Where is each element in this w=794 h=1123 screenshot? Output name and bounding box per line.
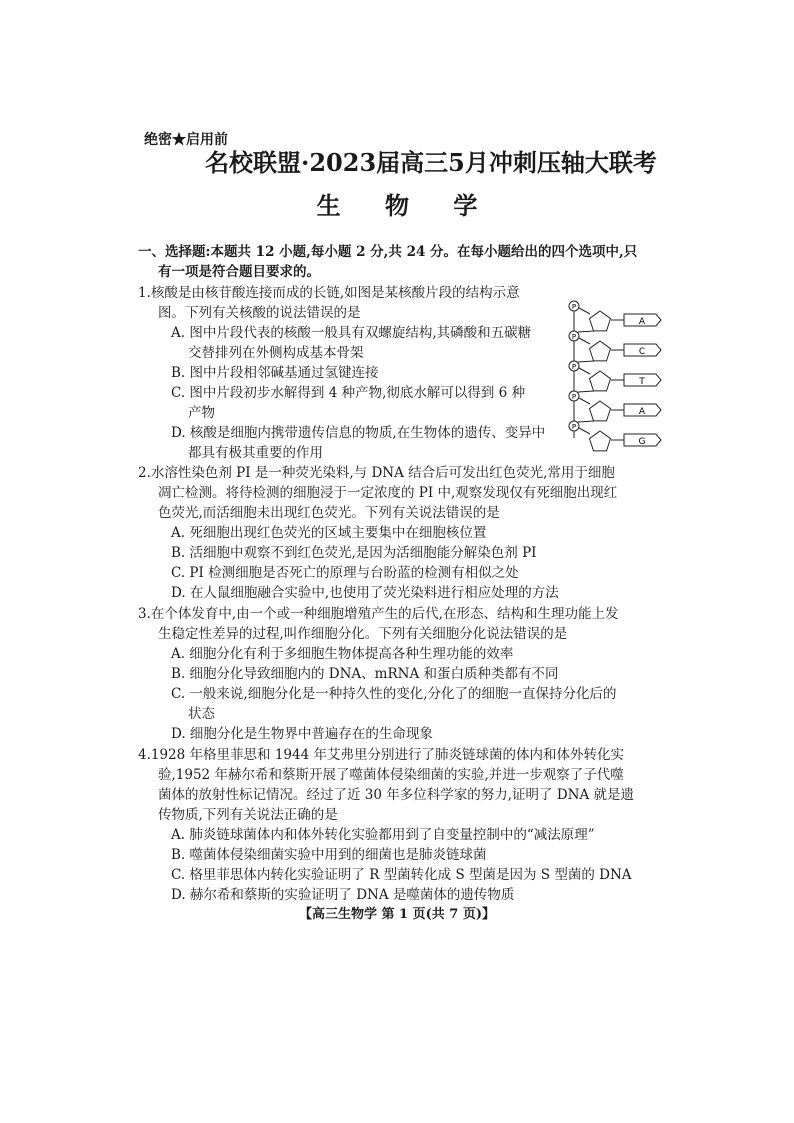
option-d: D. 赫尔希和蔡斯的实验证明了 DNA 是噬菌体的遗传物质 <box>171 887 515 903</box>
option-d: D. 核酸是细胞内携带遗传信息的物质,在生物体的遗传、变异中 <box>171 425 546 441</box>
option-b: B. 图中片段相邻碱基通过氢键连接 <box>171 365 379 381</box>
nucleotide <box>569 301 661 332</box>
phosphate-label: P <box>571 333 577 341</box>
sugar-pentagon <box>590 341 611 361</box>
exam-title: 名校联盟·2023届高三5月冲刺压轴大联考 <box>205 148 657 177</box>
option-c: C. 一般来说,细胞分化是一种持久性的变化,分化了的细胞一直保持分化后的 <box>171 686 617 702</box>
option-a: A. 细胞分化有利于多细胞生物体提高各种生理功能的效率 <box>171 646 514 662</box>
option-a: A. 肺炎链球菌体内和体外转化实验都用到了自变量控制中的“减法原理” <box>171 827 595 843</box>
option-b: B. 细胞分化导致细胞内的 DNA、mRNA 和蛋白质种类都有不同 <box>171 666 559 682</box>
confidential-label: 绝密★启用前 <box>144 132 228 148</box>
base-label: A <box>638 317 646 327</box>
question-stem: 验,1952 年赫尔希和蔡斯开展了噬菌体侵染细菌的实验,并进一步观察了子代噬 <box>158 767 624 783</box>
phosphate-label: P <box>571 303 577 311</box>
question-stem: 1.核酸是由核苷酸连接而成的长链,如图是某核酸片段的结构示意 <box>138 285 520 301</box>
phosphate-label: P <box>571 393 577 401</box>
section-heading-line: 有一项是符合题目要求的。 <box>158 264 320 280</box>
option-d: D. 在人鼠细胞融合实验中,也使用了荧光染料进行相应处理的方法 <box>171 585 559 601</box>
option-c-cont: 产物 <box>188 405 215 421</box>
sugar-pentagon <box>590 311 611 331</box>
option-a: A. 图中片段代表的核酸一般具有双螺旋结构,其磷酸和五碳糖 <box>171 325 532 341</box>
question-3 <box>138 604 678 744</box>
base-label: G <box>638 437 646 447</box>
phosphate-label: P <box>571 423 577 431</box>
question-2 <box>138 463 678 603</box>
option-c-cont: 状态 <box>188 706 215 722</box>
nucleotide <box>569 361 661 392</box>
phosphate-label: P <box>571 363 577 371</box>
question-stem: 传物质,下列有关说法正确的是 <box>158 807 338 823</box>
nucleotide <box>569 331 661 362</box>
sugar-pentagon <box>590 401 611 421</box>
option-c: C. 格里菲思体内转化实验证明了 R 型菌转化成 S 型菌是因为 S 型菌的 DNA <box>171 867 632 883</box>
page-footer: 【高三生物学 第 1 页(共 7 页)】 <box>298 907 496 922</box>
question-stem: 生稳定性差异的过程,叫作细胞分化。下列有关细胞分化说法错误的是 <box>158 626 568 642</box>
base-label: A <box>638 407 646 417</box>
sugar-pentagon <box>590 371 611 391</box>
question-stem: 凋亡检测。将待检测的细胞浸于一定浓度的 PI 中,观察发现仅有死细胞出现红 <box>158 485 618 501</box>
option-a-cont: 交替排列在外侧构成基本骨架 <box>188 345 364 361</box>
nucleotide <box>569 391 661 422</box>
question-4 <box>138 745 678 905</box>
section-heading-line: 一、选择题:本题共 12 小题,每小题 2 分,共 24 分。在每小题给出的四个选项中,只 <box>138 244 638 260</box>
option-d-cont: 都具有极其重要的作用 <box>188 445 323 461</box>
question-stem: 菌体的放射性标记情况。经过了近 30 年多位科学家的努力,证明了 DNA 就是遗 <box>158 787 635 803</box>
question-stem: 图。下列有关核酸的说法错误的是 <box>158 305 361 321</box>
option-b: B. 噬菌体侵染细菌实验中用到的细菌也是肺炎链球菌 <box>171 847 487 863</box>
question-stem: 色荧光,而活细胞未出现红色荧光。下列有关说法错误的是 <box>158 505 500 521</box>
question-stem: 4.1928 年格里菲思和 1944 年艾弗里分别进行了肺炎链球菌的体内和体外转化实 <box>138 747 624 763</box>
nucleic-acid-diagram <box>566 296 666 456</box>
option-c: C. 图中片段初步水解得到 4 种产物,彻底水解可以得到 6 种 <box>171 385 526 401</box>
question-stem: 2.水溶性染色剂 PI 是一种荧光染料,与 DNA 结合后可发出红色荧光,常用于细胞 <box>138 465 615 481</box>
option-a: A. 死细胞出现红色荧光的区域主要集中在细胞核位置 <box>171 525 487 541</box>
base-label: T <box>639 377 645 387</box>
option-c: C. PI 检测细胞是否死亡的原理与台盼蓝的检测有相似之处 <box>171 565 519 581</box>
base-label: C <box>638 347 646 357</box>
section-heading <box>138 242 678 282</box>
option-d: D. 细胞分化是生物界中普遍存在的生命现象 <box>171 726 433 742</box>
nucleotide <box>569 421 661 451</box>
sugar-pentagon <box>590 431 611 451</box>
question-stem: 3.在个体发育中,由一个或一种细胞增殖产生的后代,在形态、结构和生理功能上发 <box>138 606 619 622</box>
option-b: B. 活细胞中观察不到红色荧光,是因为活细胞能分解染色剂 PI <box>171 545 537 561</box>
subject-title: 生 物 学 <box>316 191 496 220</box>
